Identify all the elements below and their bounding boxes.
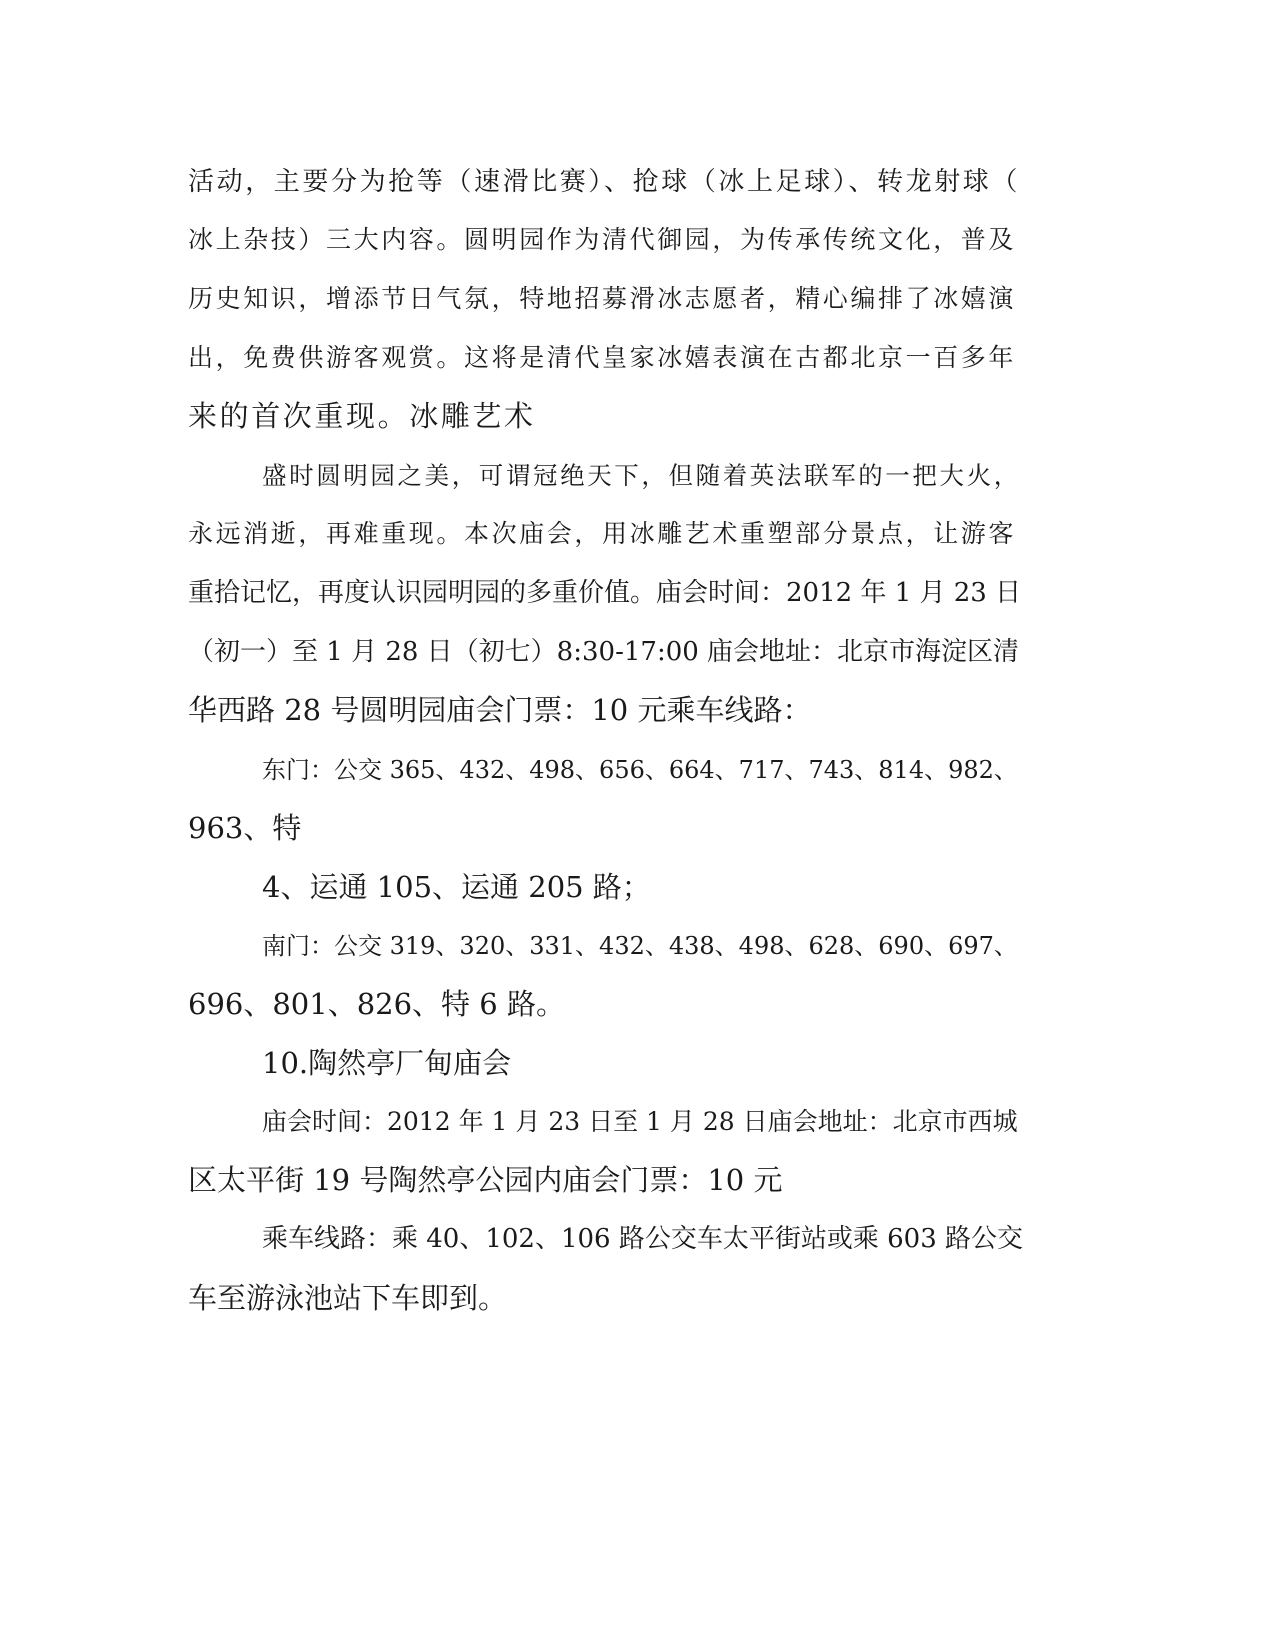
text-line: 696、801、826、特 6 路。 — [188, 987, 565, 1021]
text-line: 车至游泳池站下车即到。 — [188, 1281, 508, 1315]
text-line: 活动，主要分为抢等（速滑比赛）、抢球（冰上足球）、转龙射球（ — [188, 167, 1021, 197]
paragraph-start: 盛时圆明园之美，可谓冠绝天下，但随着英法联军的一把大火， — [262, 461, 1021, 490]
text-line: 出，免费供游客观赏。这将是清代皇家冰嬉表演在古都北京一百多年 — [188, 343, 1017, 372]
text-line: （初一）至 1 月 28 日（初七）8:30-17:00 庙会地址：北京市海淀区清 — [188, 637, 1020, 667]
text-line: 永远消逝，再难重现。本次庙会，用冰雕艺术重塑部分景点，让游客 — [188, 519, 1017, 548]
text-line: 历史知识，增添节日气氛，特地招募滑冰志愿者，精心编排了冰嬉演 — [188, 284, 1017, 313]
section-heading: 10.陶然亭厂甸庙会 — [262, 1046, 512, 1080]
text-line: 963、特 — [188, 811, 302, 845]
paragraph-start: 庙会时间：2012 年 1 月 23 日至 1 月 28 日庙会地址：北京市西城 — [262, 1107, 1018, 1136]
text-line: 冰上杂技）三大内容。圆明园作为清代御园，为传承传统文化，普及 — [188, 225, 1017, 254]
text-line: 来的首次重现。冰雕艺术 — [188, 399, 536, 433]
paragraph-start: 4、运通 105、运通 205 路； — [262, 870, 651, 904]
paragraph-start: 乘车线路：乘 40、102、106 路公交车太平街站或乘 603 路公交 — [262, 1224, 1024, 1254]
text-line: 区太平街 19 号陶然亭公园内庙会门票：10 元 — [188, 1163, 783, 1197]
text-line: 重拾记忆，再度认识园明园的多重价值。庙会时间：2012 年 1 月 23 日 — [188, 578, 1022, 608]
text-line: 华西路 28 号圆明园庙会门票：10 元乘车线路： — [188, 693, 812, 727]
paragraph-start: 南门：公交 319、320、331、432、438、498、628、690、697、 — [262, 932, 1018, 960]
paragraph-start: 东门：公交 365、432、498、656、664、717、743、814、982、 — [262, 756, 1018, 784]
